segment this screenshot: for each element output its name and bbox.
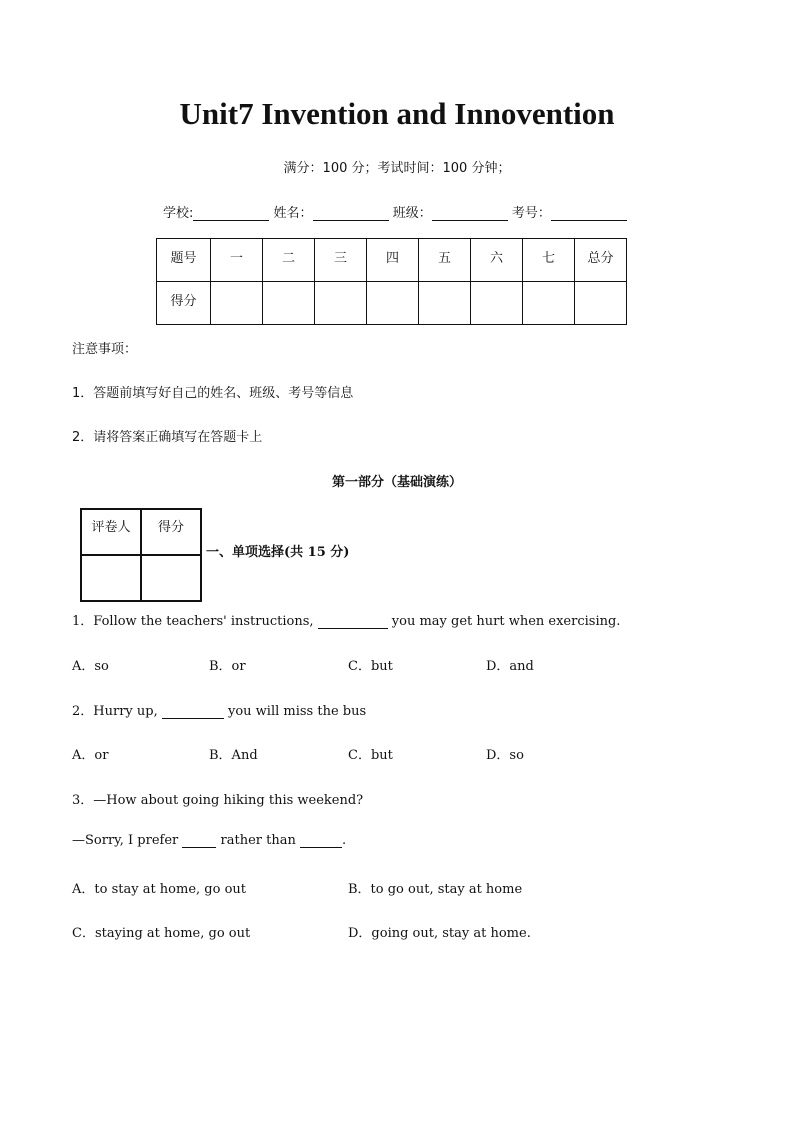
question-1-blank[interactable] [318,614,388,629]
score-cell[interactable] [211,282,263,325]
question-1-option-a[interactable]: A．so [72,659,109,674]
question-2-option-b[interactable]: B．And [209,748,258,763]
question-3-text-b: rather than [216,833,300,848]
grader-table [80,508,202,602]
part1-heading: 第一部分（基础演练） [331,475,462,490]
class-label: 班级： [392,206,432,221]
school-label: 学校: [163,206,194,221]
score-table-header-row [157,239,627,282]
grader-header-cell: 得分 [141,509,201,555]
exam-subtitle: 满分：100 分；考试时间：100 分钟； [283,161,511,176]
question-3-option-c[interactable]: C．staying at home, go out [72,926,251,941]
grader-entry-row [81,555,201,601]
question-1-option-b[interactable]: B．or [209,659,246,674]
question-3-stem: 3．—How about going hiking this weekend? [72,793,364,808]
notes-heading: 注意事项： [72,342,138,357]
question-3-blank-1[interactable] [182,833,216,848]
question-2-option-a[interactable]: A．or [72,748,109,763]
page-title: Unit7 Invention and Innovention [179,96,615,131]
score-header-cell: 四 [367,239,419,282]
name-label: 姓名： [273,206,313,221]
question-1-stem [72,610,620,629]
score-header-cell: 一 [211,239,263,282]
exam-no-blank[interactable] [551,206,627,221]
score-cell[interactable] [367,282,419,325]
score-header-cell: 三 [315,239,367,282]
score-cell[interactable] [471,282,523,325]
grader-header-row [81,509,201,555]
score-table-score-row [157,282,627,325]
question-3-text-a: —Sorry, I prefer [72,833,183,848]
note-item-1: 1．答题前填写好自己的姓名、班级、考号等信息 [72,386,354,401]
question-2-option-c[interactable]: C．but [348,748,393,763]
question-3-option-d[interactable]: D．going out, stay at home. [348,926,531,941]
question-3-option-b[interactable]: B．to go out, stay at home [348,882,523,897]
school-blank[interactable] [193,206,269,221]
score-header-cell: 七 [523,239,575,282]
grader-header-cell: 评卷人 [81,509,141,555]
name-blank[interactable] [313,206,389,221]
score-cell[interactable] [575,282,627,325]
question-1-text-a: 1．Follow the teachers' instructions, [72,614,318,629]
note-item-2: 2．请将答案正确填写在答题卡上 [72,430,263,445]
score-header-cell: 五 [419,239,471,282]
score-cell[interactable] [419,282,471,325]
question-3-stem-2 [72,833,346,848]
score-header-cell: 二 [263,239,315,282]
grader-entry-cell[interactable] [141,555,201,601]
question-1-text-b: you may get hurt when exercising. [387,614,621,629]
question-2-stem [72,700,366,719]
question-1-option-c[interactable]: C．but [348,659,393,674]
question-1-option-d[interactable]: D．and [486,659,534,674]
score-header-cell: 总分 [575,239,627,282]
section1-heading: 一、单项选择(共 15 分) [206,545,350,560]
score-header-cell: 题号 [157,239,211,282]
score-cell[interactable] [263,282,315,325]
question-2-text-b: you will miss the bus [223,704,367,719]
exam-no-label: 考号： [511,206,551,221]
question-3-option-a[interactable]: A．to stay at home, go out [72,882,246,897]
score-table [156,238,627,325]
question-2-text-a: 2．Hurry up, [72,704,162,719]
student-info-row [163,202,627,221]
question-2-blank[interactable] [162,704,224,719]
grader-entry-cell[interactable] [81,555,141,601]
class-blank[interactable] [432,206,508,221]
score-header-cell: 六 [471,239,523,282]
score-cell[interactable] [315,282,367,325]
question-2-option-d[interactable]: D．so [486,748,524,763]
question-3-text-c: . [342,833,347,848]
score-cell[interactable] [523,282,575,325]
score-row-label: 得分 [157,282,211,325]
question-3-blank-2[interactable] [300,833,342,848]
